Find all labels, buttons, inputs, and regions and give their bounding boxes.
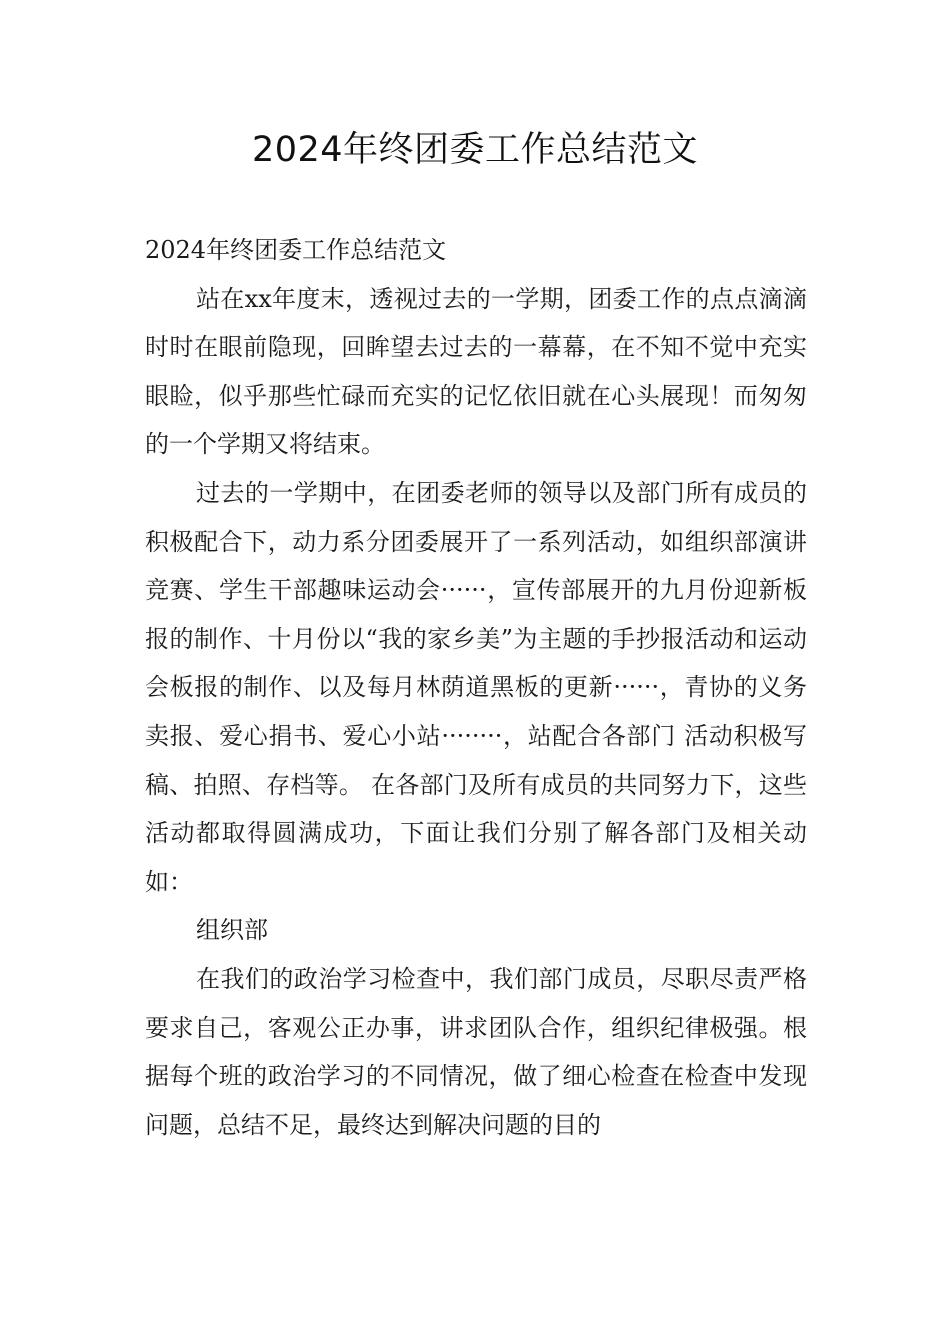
document-subtitle: 2024年终团委工作总结范文 bbox=[145, 236, 447, 264]
document-body bbox=[145, 226, 807, 1149]
paragraph-intro: 站在xx年度末，透视过去的一学期，团委工作的点点滴滴时时在眼前隐现，回眸望去过去的一幕幕，在不知不觉中充实眼睑，似乎那些忙碌而充实的记忆依旧就在心头展现！而匆匆的一个学期又将结束。 bbox=[145, 284, 807, 459]
paragraph-activities: 过去的一学期中，在团委老师的领导以及部门所有成员的积极配合下，动力系分团委展开了一系列活动，如组织部演讲竞赛、学生干部趣味运动会······，宣传部展开的九月份迎新板报的制作、十月份以“我的家乡美”为主题的手抄报活动和运动会板报的制作、以及每月林荫道黑板的更新······，青协的义务卖报、爱心捐书、爱心小站········，站配合各部门 活动积极写稿、拍照、存档等。 在各部门及所有成员的共同努力下，这些活动都取得圆满成功，下面让我们分别了解各部门及相关动如： bbox=[145, 478, 807, 896]
document-title: 2024年终团委工作总结范文 bbox=[251, 130, 699, 170]
section-heading: 组织部 bbox=[196, 916, 268, 945]
paragraph-section: 在我们的政治学习检查中，我们部门成员，尽职尽责严格要求自己，客观公正办事，讲求团队合作，组织纪律极强。根据每个班的政治学习的不同情况，做了细心检查在检查中发现问题，总结不足，最终达到解决问题的目的 bbox=[145, 964, 807, 1139]
